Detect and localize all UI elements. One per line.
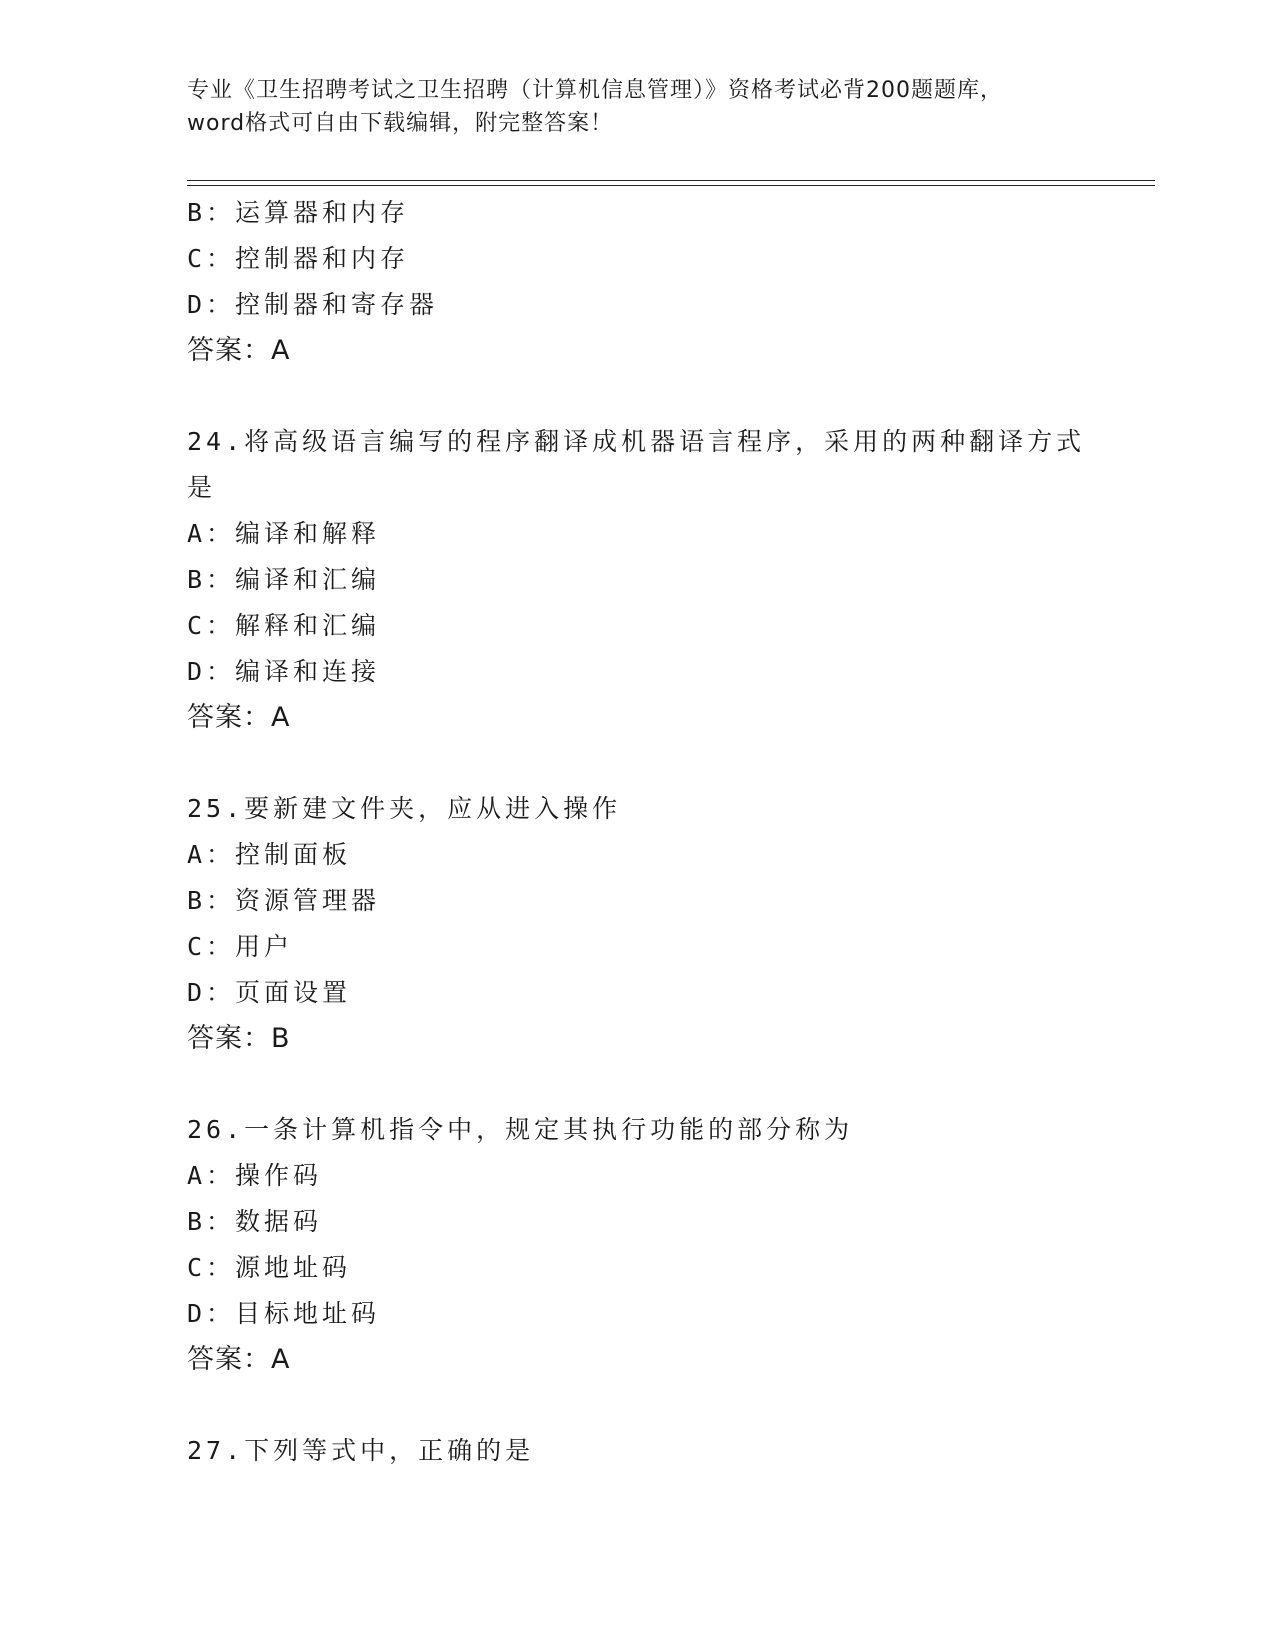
option-b: B：运算器和内存 xyxy=(187,198,410,227)
question-25 xyxy=(187,786,1107,1062)
option-d: D：目标地址码 xyxy=(187,1299,381,1328)
question-stem: 25.要新建文件夹，应从进入操作 xyxy=(187,794,622,823)
question-24 xyxy=(187,419,1107,741)
option-d: D：控制器和寄存器 xyxy=(187,290,439,319)
answer-text: 答案：B xyxy=(187,1023,291,1054)
option-c: C：用户 xyxy=(187,932,294,961)
option-d: D：页面设置 xyxy=(187,978,352,1007)
option-c: C：解释和汇编 xyxy=(187,611,381,640)
option-d: D：编译和连接 xyxy=(187,657,381,686)
header-line-1: 专业《卫生招聘考试之卫生招聘（计算机信息管理）》资格考试必背200题题库， xyxy=(187,78,1003,103)
header-line-2: word格式可自由下载编辑，附完整答案！ xyxy=(187,111,614,136)
option-c: C：控制器和内存 xyxy=(187,244,410,273)
header-divider-top xyxy=(187,180,1155,181)
question-stem: 26.一条计算机指令中，规定其执行功能的部分称为 xyxy=(187,1115,854,1144)
question-26 xyxy=(187,1107,1107,1383)
document-header xyxy=(187,74,1087,140)
option-b: B：编译和汇编 xyxy=(187,565,381,594)
option-c: C：源地址码 xyxy=(187,1253,352,1282)
option-a: A：操作码 xyxy=(187,1161,323,1190)
question-stem: 24.将高级语言编写的程序翻译成机器语言程序，采用的两种翻译方式是 xyxy=(187,427,1086,502)
option-b: B：资源管理器 xyxy=(187,886,381,915)
question-list xyxy=(187,190,1107,1474)
header-divider-bottom xyxy=(187,185,1155,186)
answer-text: 答案：A xyxy=(187,335,291,366)
question-27 xyxy=(187,1428,1107,1474)
option-b: B：数据码 xyxy=(187,1207,323,1236)
option-a: A：编译和解释 xyxy=(187,519,381,548)
question-stem: 27.下列等式中，正确的是 xyxy=(187,1436,535,1465)
answer-text: 答案：A xyxy=(187,1344,291,1375)
question-23-partial xyxy=(187,190,1107,374)
option-a: A：控制面板 xyxy=(187,840,352,869)
answer-text: 答案：A xyxy=(187,702,291,733)
